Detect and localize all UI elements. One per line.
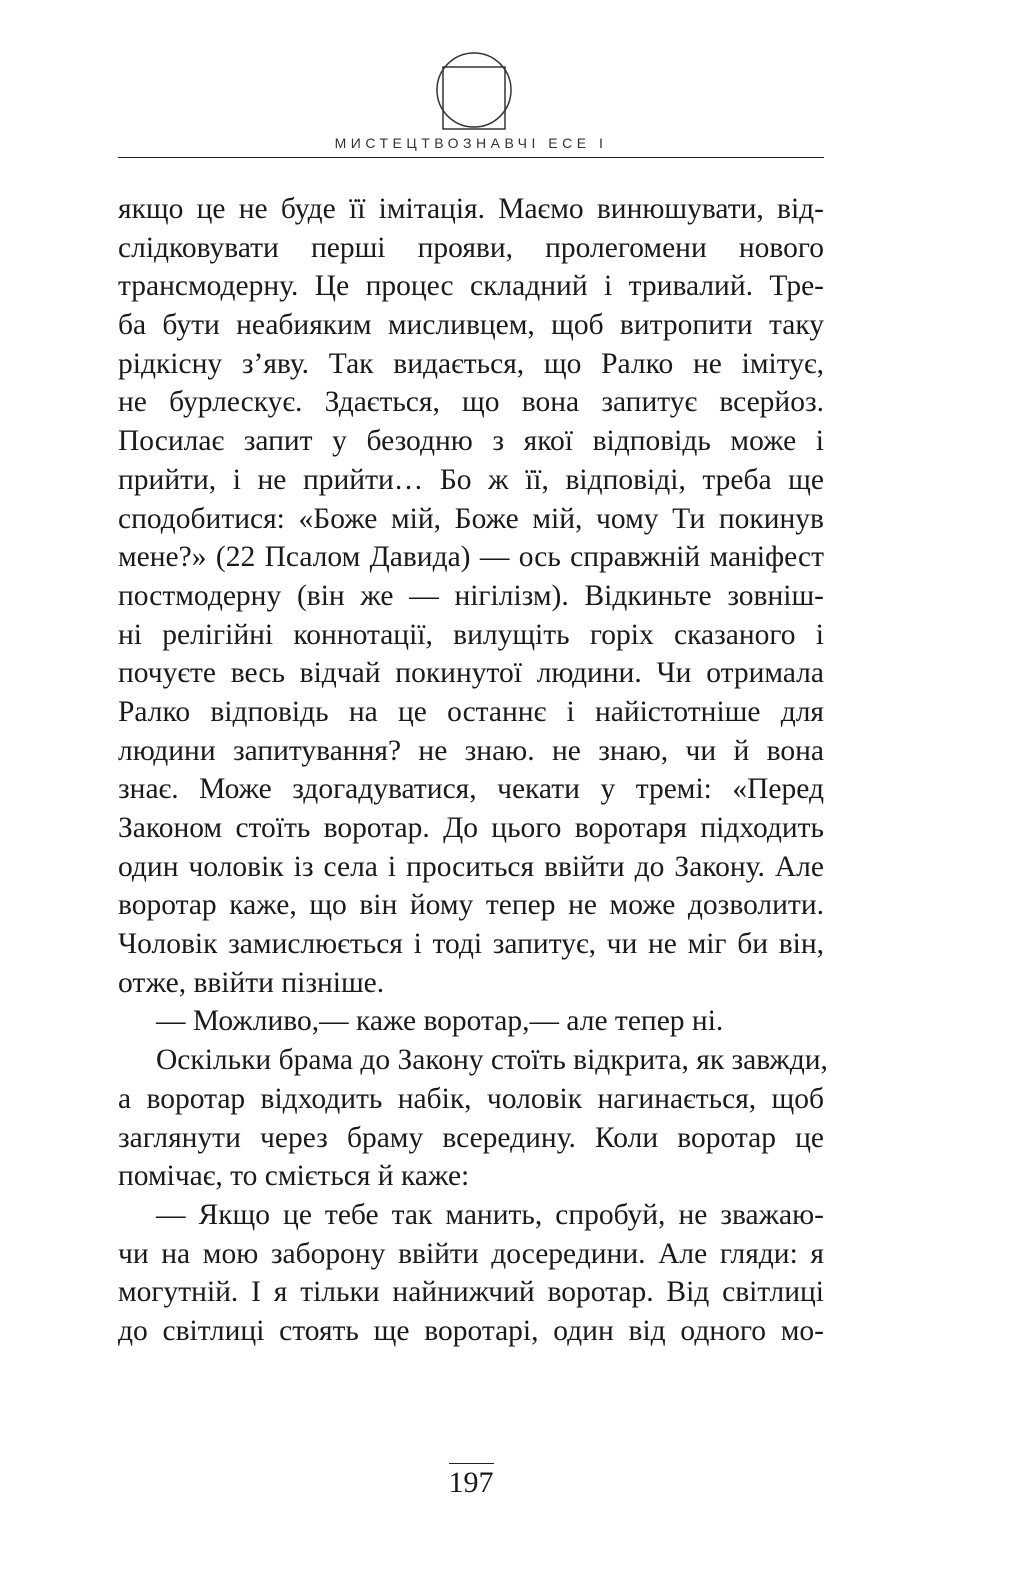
- text-line: воротар каже, що він йому тепер не може дозволити.: [118, 889, 824, 922]
- text-line: слідковувати перші прояви, пролегомени нового: [118, 231, 824, 264]
- text-line: мене?» (22 Псалом Давида) — ось справжній маніфест: [118, 541, 824, 574]
- text-line: почуєте весь відчай покинутої людини. Чи отримала: [118, 657, 824, 690]
- text-line: постмодерну (він же — нігілізм). Відкиньте зовніш-: [118, 579, 824, 612]
- page-number: [118, 1466, 824, 1500]
- text-line: ні релігійні коннотації, вилущіть горіх сказаного і: [118, 618, 824, 651]
- body-text: [118, 190, 828, 1351]
- dialogue-line: — Можливо,— каже воротар,— але тепер ні.: [156, 1005, 724, 1038]
- text-line: один чоловік із села і проситься ввійти до Закону. Але: [118, 850, 824, 883]
- text-line: до світлиці стоять ще воротарі, один від одного мо-: [118, 1314, 824, 1347]
- text-line: могутній. І я тільки найнижчий воротар. Від світлиці: [118, 1276, 824, 1309]
- text-line: ба бути неабияким мисливцем, щоб витропити таку: [118, 309, 824, 342]
- text-line: якщо це не буде її імітація. Маємо винюшувати, від-: [118, 193, 824, 225]
- text-line: Посилає запит у безодню з якої відповідь може і: [118, 425, 824, 458]
- text-line: трансмодерну. Це процес складний і тривалий. Тре-: [118, 270, 824, 303]
- circle-square-emblem-icon: [434, 50, 514, 130]
- text-line: людини запитування? не знаю. не знаю, чи й вона: [118, 734, 824, 767]
- text-line: а воротар відходить набік, чоловік нагинається, щоб: [118, 1082, 824, 1115]
- running-head: МИСТЕЦТВОЗНАВЧІ ЕСЕ І: [334, 135, 608, 151]
- page-number-value: 197: [449, 1463, 494, 1499]
- text-line: чи на мою заборону ввійти досередини. Але гляди: я: [118, 1237, 824, 1270]
- text-line: рідкісну з’яву. Так видається, що Ралко не імітує,: [118, 347, 824, 380]
- text-line: сподобитися: «Боже мій, Боже мій, чому Ти покинув: [118, 502, 824, 535]
- text-line: Ралко відповідь на це останнє і найістотніше для: [118, 695, 824, 728]
- text-line: Законом стоїть воротар. До цього воротаря підходить: [118, 812, 824, 844]
- text-line: отже, ввійти пізніше.: [118, 966, 385, 999]
- text-line: знає. Може здогадуватися, чекати у тремі: «Перед: [118, 773, 824, 806]
- dialogue-line: — Якщо це тебе так манить, спробуй, не зважаю-: [156, 1198, 824, 1231]
- text-line: Чоловік замислюється і тоді запитує, чи не міг би він,: [118, 928, 824, 961]
- paragraph-first-line: Оскільки брама до Закону стоїть відкрита, як завжди,: [156, 1044, 828, 1077]
- text-line: заглянути через браму всередину. Коли воротар це: [118, 1121, 824, 1154]
- text-line: прийти, і не прийти… Бо ж її, відповіді, треба ще: [118, 463, 824, 496]
- text-line: не бурлескує. Здається, що вона запитує всерйоз.: [118, 386, 824, 419]
- text-line: помічає, то сміється й каже:: [118, 1160, 470, 1193]
- header-rule: [118, 157, 824, 158]
